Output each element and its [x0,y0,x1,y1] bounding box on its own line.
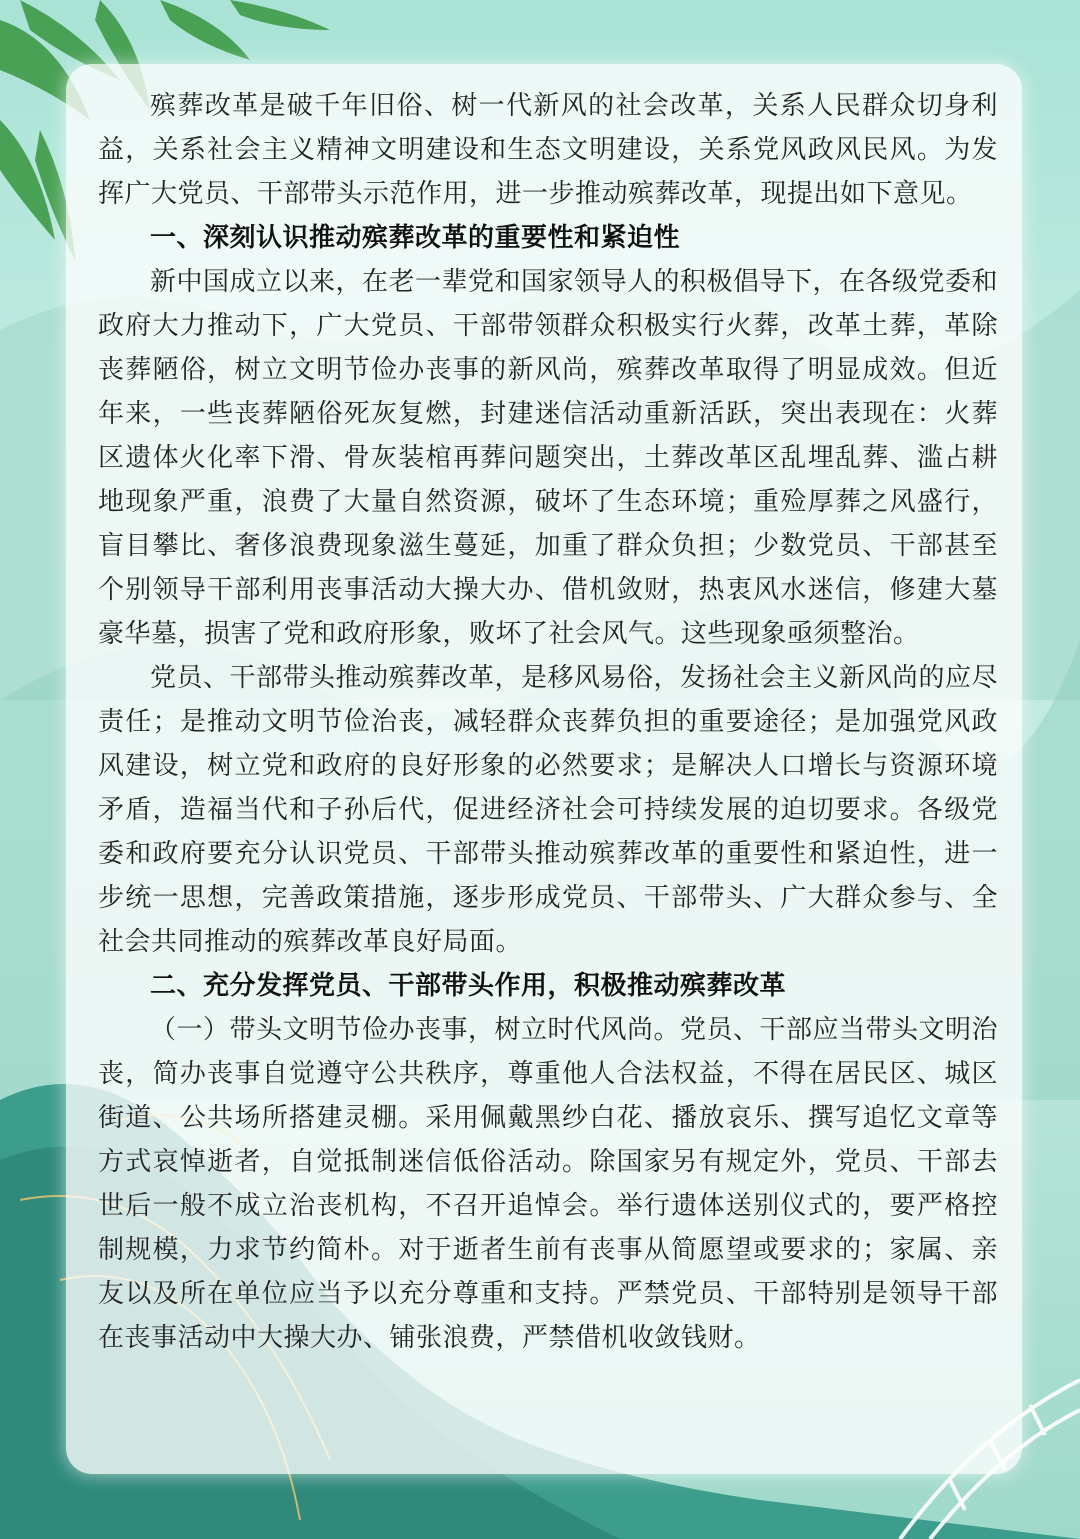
document-body [98,84,998,1360]
section-2-paragraph-1: （一）带头文明节俭办丧事，树立时代风尚。党员、干部应当带头文明治丧，简办丧事自觉遵守公共秩序，尊重他人合法权益，不得在居民区、城区街道、公共场所搭建灵棚。采用佩戴黑纱白花、播放哀乐、撰写追忆文章等方式哀悼逝者，自觉抵制迷信低俗活动。除国家另有规定外，党员、干部去世后一般不成立治丧机构，不召开追悼会。举行遗体送别仪式的，要严格控制规模，力求节约简朴。对于逝者生前有丧事从简愿望或要求的；家属、亲友以及所在单位应当予以充分尊重和支持。严禁党员、干部特别是领导干部在丧事活动中大操大办、铺张浪费，严禁借机收敛钱财。 [98,1015,999,1353]
intro-paragraph: 殡葬改革是破千年旧俗、树一代新风的社会改革，关系人民群众切身利益，关系社会主义精神文明建设和生态文明建设，关系党风政风民风。为发挥广大党员、干部带头示范作用，进一步推动殡葬改革，现提出如下意见。 [98,91,998,209]
section-1-paragraph-2: 党员、干部带头推动殡葬改革，是移风易俗，发扬社会主义新风尚的应尽责任；是推动文明节俭治丧，减轻群众丧葬负担的重要途径；是加强党风政风建设，树立党和政府的良好形象的必然要求；是解决人口增长与资源环境矛盾，造福当代和子孙后代，促进经济社会可持续发展的迫切要求。各级党委和政府要充分认识党员、干部带头推动殡葬改革的重要性和紧迫性，进一步统一思想，完善政策措施，逐步形成党员、干部带头、广大群众参与、全社会共同推动的殡葬改革良好局面。 [98,663,999,957]
section-1-heading: 一、深刻认识推动殡葬改革的重要性和紧迫性 [150,223,681,253]
section-1-paragraph-1: 新中国成立以来，在老一辈党和国家领导人的积极倡导下，在各级党委和政府大力推动下，广大党员、干部带领群众积极实行火葬，改革土葬，革除丧葬陋俗，树立文明节俭办丧事的新风尚，殡葬改革取得了明显成效。但近年来，一些丧葬陋俗死灰复燃，封建迷信活动重新活跃，突出表现在：火葬区遗体火化率下滑、骨灰装棺再葬问题突出，土葬改革区乱埋乱葬、滥占耕地现象严重，浪费了大量自然资源，破坏了生态环境；重殓厚葬之风盛行，盲目攀比、奢侈浪费现象滋生蔓延，加重了群众负担；少数党员、干部甚至个别领导干部利用丧事活动大操大办、借机敛财，热衷风水迷信，修建大墓豪华墓，损害了党和政府形象，败坏了社会风气。这些现象亟须整治。 [98,267,999,649]
section-2-heading: 二、充分发挥党员、干部带头作用，积极推动殡葬改革 [150,971,787,1001]
